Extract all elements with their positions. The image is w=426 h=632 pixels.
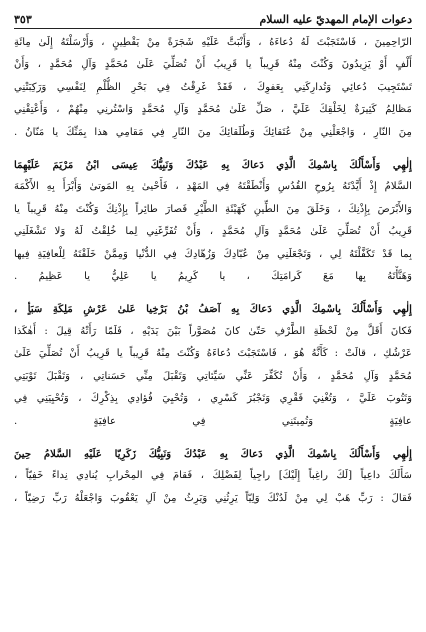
text-line: سَأَلَكَ داعِياً [لَكَ راغِباً إِلَيْكَ] راجِياً لِفَضْلِكَ ، فَقامَ فِي المِحْرابِ يُنادِي نِداءً خَفِيّاً ، bbox=[14, 470, 412, 482]
text-line: أَلْفٍ أَوْ يَزِيدُونَ وَكُنْتَ مِنْهُ قَرِيباً يا قَرِيبُ أَنْ تُصَلِّيَ عَلَىٰ مُحَمَّدٍ وَآلِ مُحَمَّدٍ ، وَأَنْ bbox=[14, 59, 412, 71]
running-title: دعوات الإمام المهديّ عليه السلام bbox=[259, 13, 412, 26]
paragraph-gap bbox=[14, 144, 412, 154]
text-line: مُحَمَّدٍ وَآلِ مُحَمَّدٍ ، وَأَنْ تُكَفِّرَ عَنِّي سَيِّئاتِي وَتَقْبَلَ مِنِّي حَسَناتِي ، وَتَقْبَلَ تَوْبَتِي bbox=[14, 370, 412, 382]
text-line: وَالأَبْرَصَ بِإِذْنِكَ ، وَخَلَقَ مِنَ الطِّينِ كَهَيْئَةِ الطَّيْرِ فَصارَ طائِراً بِإِذْنِكَ وَكُنْتَ مِنْهُ قَرِيباً يا bbox=[14, 203, 412, 215]
text-line: بِما قَدْ تَكَفَّلْتَهُ لِي ، وَتَجْعَلَنِي مِنْ عُبّادِكَ وَزُهّادِكَ فِي الدُّنْيا وَمِمَّنْ خَلَقْتَهُ لِلْعافِيَةِ فِيها bbox=[14, 248, 412, 260]
running-header bbox=[14, 2, 412, 26]
text-line: الرّاحِمِينَ ، فَاسْتَجَبْتَ لَهُ دُعاءَهُ ، وَأَنْبَتَّ عَلَيْهِ شَجَرَةً مِنْ يَقْطِينٍ ، وَأَرْسَلْتَهُ إِلَىٰ مِائَةِ bbox=[14, 37, 412, 48]
paragraph-jonah-supplication bbox=[14, 32, 412, 144]
paragraph-gap bbox=[14, 433, 412, 443]
text-line: إِلٰهِي وَأَسْأَلُكَ بِاسْمِكَ الَّذِي دَعاكَ بِهِ آصَفُ بْنُ بَرْخِيا عَلىٰ عَرْشِ مَلِكَةِ سَبَأٍ ، bbox=[14, 303, 412, 316]
text-line: السَّلامُ إِذْ أَيَّدْتَهُ بِرُوحِ القُدُسِ وَأَنْطَقْتَهُ فِي المَهْدِ ، فَأَحْيىٰ بِهِ المَوتىٰ وَأَبْرَأَ بِهِ الأَكْمَهَ bbox=[14, 181, 412, 193]
text-line: مِنَ النّارِ ، وَاجْعَلْنِي مِنْ عُتَقائِكَ وَطُلَقائِكَ مِنَ النّارِ فِي مَقامِي هذا بِمَنِّكَ يا مَنّانُ . bbox=[14, 126, 412, 138]
text-line: تَسْتَجِيبَ دُعائِي وَتُدارِكَنِي بِعَفوِكَ ، فَقَدْ غَرِقْتُ فِي بَحْرِ الظُّلْمِ لِنَفْسِي وَرَكِبَتْنِي bbox=[14, 81, 412, 93]
header-divider bbox=[14, 28, 412, 29]
paragraph-jesus-supplication bbox=[14, 154, 412, 288]
body-text bbox=[14, 32, 412, 632]
text-line: فَكانَ أَقَلَّ مِنْ لَحْظَةِ الطَّرْفِ حَتّىٰ كانَ مُصَوَّراً بَيْنَ يَدَيْهِ ، فَلَمّا رَأَتْهُ قِيلَ : أَهٰكَذا bbox=[14, 325, 412, 337]
page-number: ٣٥٣ bbox=[14, 13, 32, 26]
text-line: إِلٰهِي وَأَسْأَلُكَ بِاسْمِكَ الَّذِي دَعاكَ بِهِ عَبْدُكَ وَنَبِيُّكَ عِيسَى ابْنُ مَرْيَمَ عَلَيْهِمَا bbox=[14, 159, 412, 172]
text-line: عافِيَةٍ وَتُمِيتَنِي فِي عافِيَةٍ . bbox=[14, 415, 412, 427]
paragraph-zechariah-supplication bbox=[14, 443, 412, 510]
text-line: فَقالَ : رَبِّ هَبْ لِي مِنْ لَدُنْكَ وَلِيّاً يَرِثُنِي وَيَرِثُ مِنْ آلِ يَعْقُوبَ وَاجْعَلْهُ رَبِّ رَضِيّاً ، bbox=[14, 492, 412, 504]
paragraph-gap bbox=[14, 288, 412, 298]
paragraph-asaf-supplication bbox=[14, 298, 412, 432]
text-line: عَرْشُكِ ، قالَتْ : كَأَنَّهُ هُوَ ، فَاسْتَجَبْتَ دُعاءَهُ وَكُنْتَ مِنْهُ قَرِيباً يا قَرِيبُ أَنْ تُصَلِّيَ عَلَىٰ bbox=[14, 348, 412, 360]
text-line: وَتَتُوبَ عَلَيَّ ، وَتُغْنِيَ فَقْرِي وَتَجْبُرَ كَسْرِي ، وَتُحْيِيَ فُؤادِي بِذِكْرِكَ ، وَتُحْيِيَنِي فِي bbox=[14, 393, 412, 405]
text-line: قَرِيبُ أَنْ تُصَلِّيَ عَلَىٰ مُحَمَّدٍ وَآلِ مُحَمَّدٍ ، وَأَنْ تُفَرِّغَنِي لِما خُلِقْتُ لَهُ وَلا تَشْغَلَنِي bbox=[14, 226, 412, 238]
text-line: إِلٰهِي وَأَسْأَلُكَ بِاسْمِكَ الَّذِي دَعاكَ بِهِ عَبْدُكَ وَنَبِيُّكَ زَكَرِيّا عَلَيْهِ السَّلامُ حِينَ bbox=[14, 447, 412, 460]
text-line: مَظالِمُ كَثِيرَةٌ لِخَلْقِكَ عَلَيَّ ، صَلِّ عَلَىٰ مُحَمَّدٍ وَآلِ مُحَمَّدٍ وَاسْتُرنِي مِنْهُمْ ، وَأَعْتِقْنِي bbox=[14, 104, 412, 116]
text-line: وَهَنَّأْتَهُ بِها مَعَ كَرامَتِكَ ، يا كَرِيمُ يا عَلِيُّ يا عَظِيمُ . bbox=[14, 271, 412, 283]
